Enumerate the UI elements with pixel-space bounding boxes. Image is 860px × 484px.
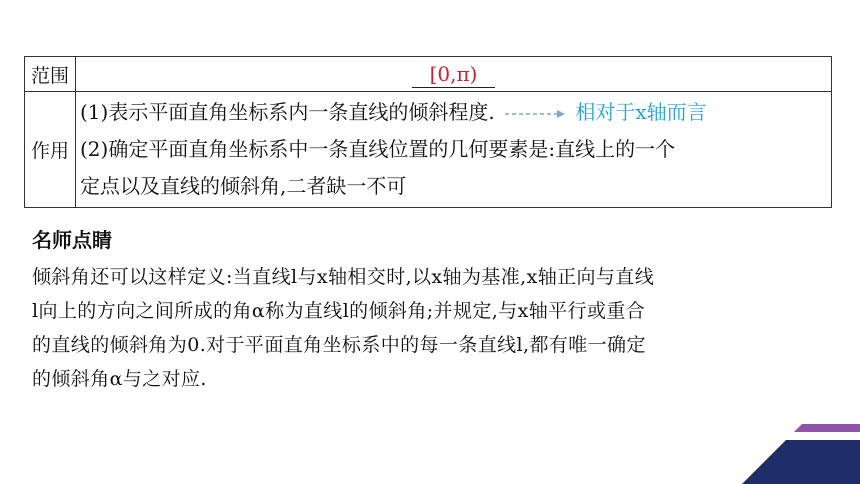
- range-value: [0,π): [412, 61, 496, 88]
- range-value-cell: [76, 57, 832, 92]
- range-header: 范围: [25, 57, 76, 92]
- corner-purple-stripe: [794, 424, 860, 432]
- tips-line-2: l向上的方向之间所成的角α称为直线l的倾斜角;并规定,与x轴平行或重合: [32, 300, 646, 322]
- tips-line-3: 的直线的倾斜角为0.对于平面直角坐标系中的每一条直线l,都有唯一确定: [32, 334, 646, 356]
- role-line-2: (2)确定平面直角坐标系中一条直线位置的几何要素是:直线上的一个: [80, 137, 676, 161]
- role-row: [25, 92, 832, 208]
- dashed-arrow-icon: [505, 109, 565, 119]
- tips-line-1: 倾斜角还可以这样定义:当直线l与x轴相交时,以x轴为基准,x轴正向与直线: [32, 266, 655, 288]
- role-line-1-wrap: [80, 94, 827, 131]
- role-content: [76, 92, 832, 208]
- corner-decoration: [720, 424, 860, 484]
- definition-table: [24, 56, 832, 208]
- role-line-1: (1)表示平面直角坐标系内一条直线的倾斜程度.: [80, 100, 495, 124]
- role-line-3: 定点以及直线的倾斜角,二者缺一不可: [80, 174, 407, 198]
- corner-navy-block: [742, 440, 860, 484]
- role-header: 作用: [25, 92, 76, 208]
- tips-paragraph: [32, 260, 832, 396]
- role-note: 相对于x轴而言: [575, 100, 707, 124]
- tips-title: 名师点睛: [32, 228, 112, 252]
- tips-line-4: 的倾斜角α与之对应.: [32, 368, 207, 390]
- range-row: [25, 57, 832, 92]
